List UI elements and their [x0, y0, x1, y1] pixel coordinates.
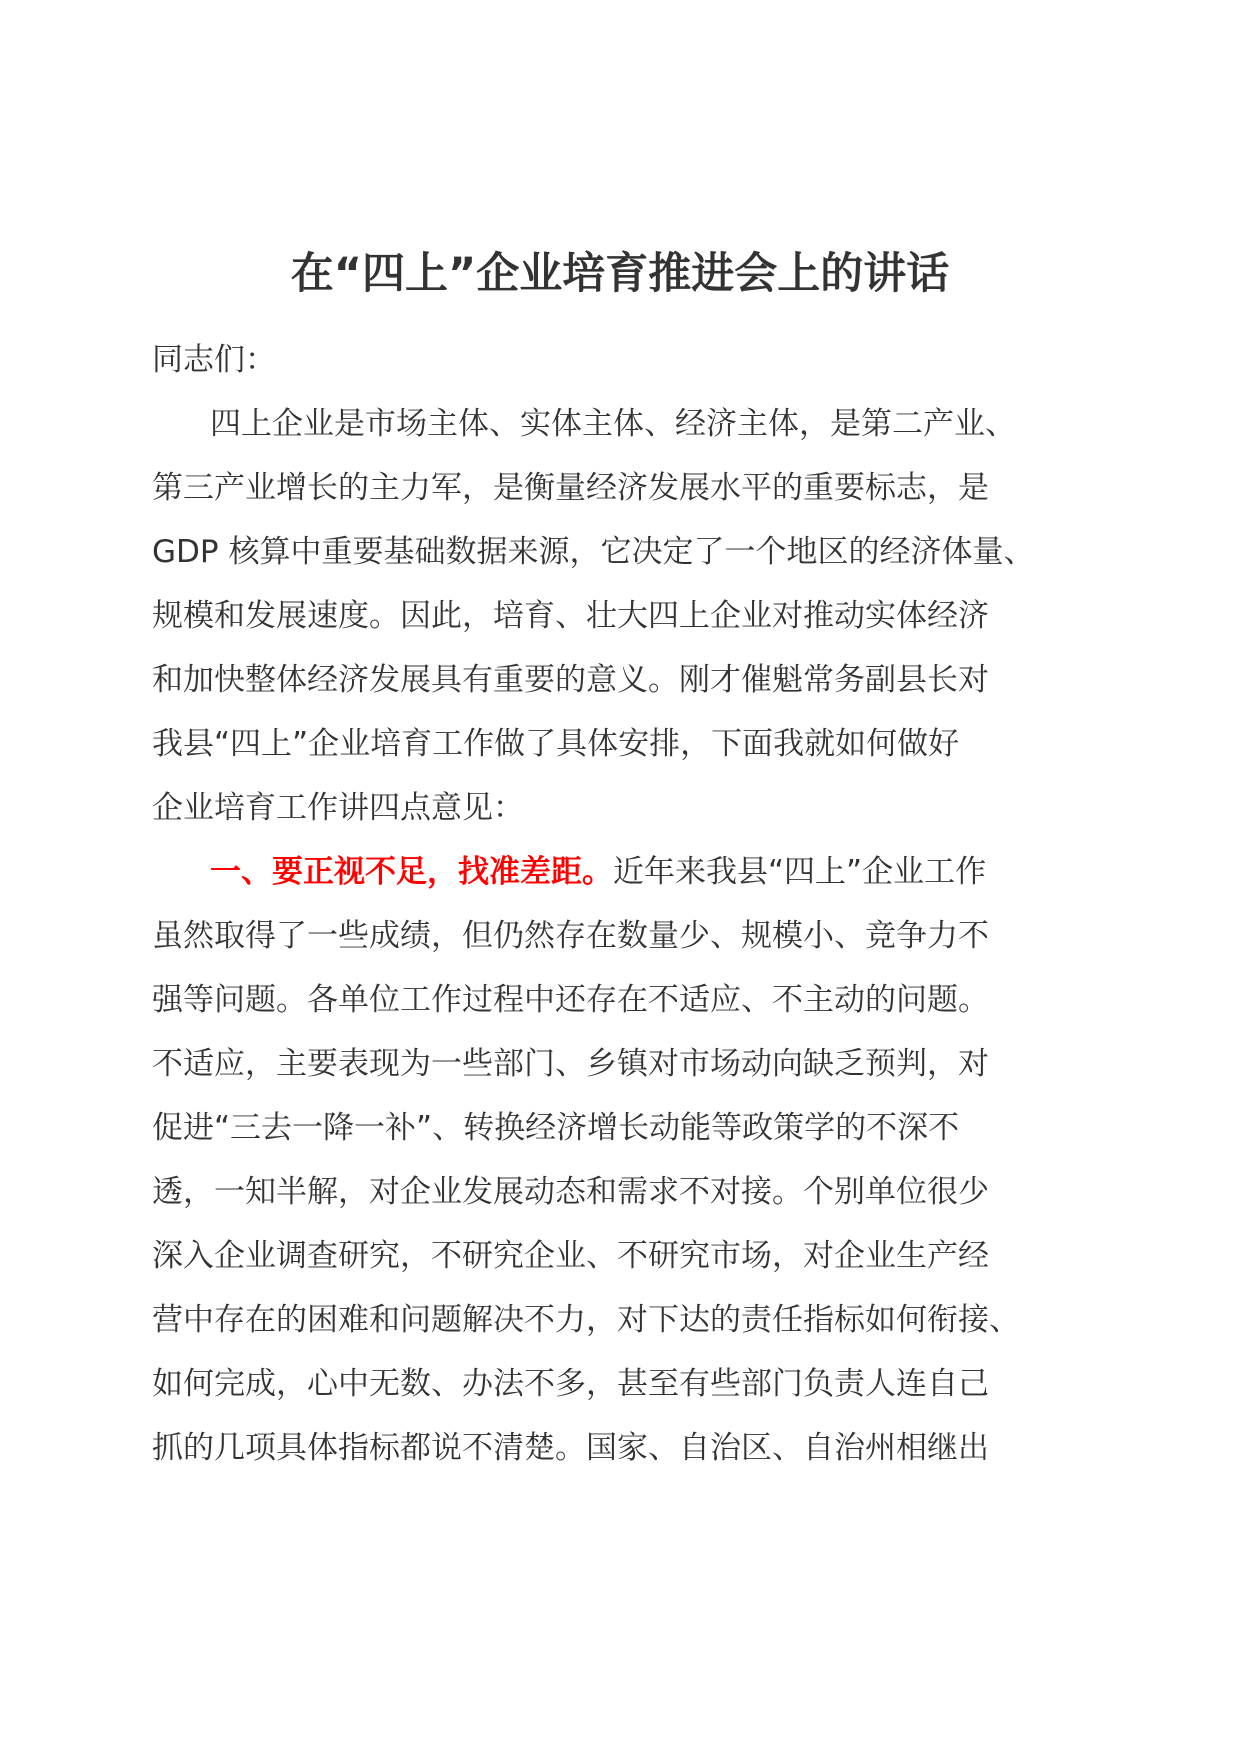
- section-1: [152, 840, 1092, 1480]
- paragraph-line: 促进“三去一降一补”、转换经济增长动能等政策学的不深不: [152, 1110, 960, 1146]
- document-body: [152, 328, 1092, 1480]
- paragraph-line: 企业培育工作讲四点意见：: [152, 790, 524, 826]
- salutation: 同志们：: [152, 342, 276, 378]
- paragraph-line: 和加快整体经济发展具有重要的意义。刚才催魁常务副县长对: [152, 662, 989, 698]
- section-1-heading: 一、要正视不足，找准差距。: [210, 854, 613, 890]
- paragraph-line: 第三产业增长的主力军，是衡量经济发展水平的重要标志，是: [152, 470, 989, 506]
- paragraph-line: 虽然取得了一些成绩，但仍然存在数量少、规模小、竞争力不: [152, 918, 989, 954]
- paragraph-line: 营中存在的困难和问题解决不力，对下达的责任指标如何衔接、: [152, 1302, 1020, 1338]
- section-1-first-line: [152, 840, 1092, 904]
- paragraph-1: [152, 392, 1092, 840]
- paragraph-line: 四上企业是市场主体、实体主体、经济主体，是第二产业、: [210, 406, 1016, 442]
- paragraph-line: 深入企业调查研究，不研究企业、不研究市场，对企业生产经: [152, 1238, 989, 1274]
- paragraph-line: 我县“四上”企业培育工作做了具体安排，下面我就如何做好: [152, 726, 960, 762]
- paragraph-line: 如何完成，心中无数、办法不多，甚至有些部门负责人连自己: [152, 1366, 989, 1402]
- paragraph-line: 不适应，主要表现为一些部门、乡镇对市场动向缺乏预判，对: [152, 1046, 989, 1082]
- document-title: 在“四上”企业培育推进会上的讲话: [290, 249, 950, 299]
- section-1-lead-text: 近年来我县“四上”企业工作: [613, 854, 987, 890]
- paragraph-line: GDP 核算中重要基础数据来源，它决定了一个地区的经济体量、: [152, 534, 1035, 570]
- paragraph-line: 透，一知半解，对企业发展动态和需求不对接。个别单位很少: [152, 1174, 989, 1210]
- paragraph-line: 规模和发展速度。因此，培育、壮大四上企业对推动实体经济: [152, 598, 989, 634]
- paragraph-line: 抓的几项具体指标都说不清楚。国家、自治区、自治州相继出: [152, 1430, 989, 1466]
- paragraph-line: 强等问题。各单位工作过程中还存在不适应、不主动的问题。: [152, 982, 989, 1018]
